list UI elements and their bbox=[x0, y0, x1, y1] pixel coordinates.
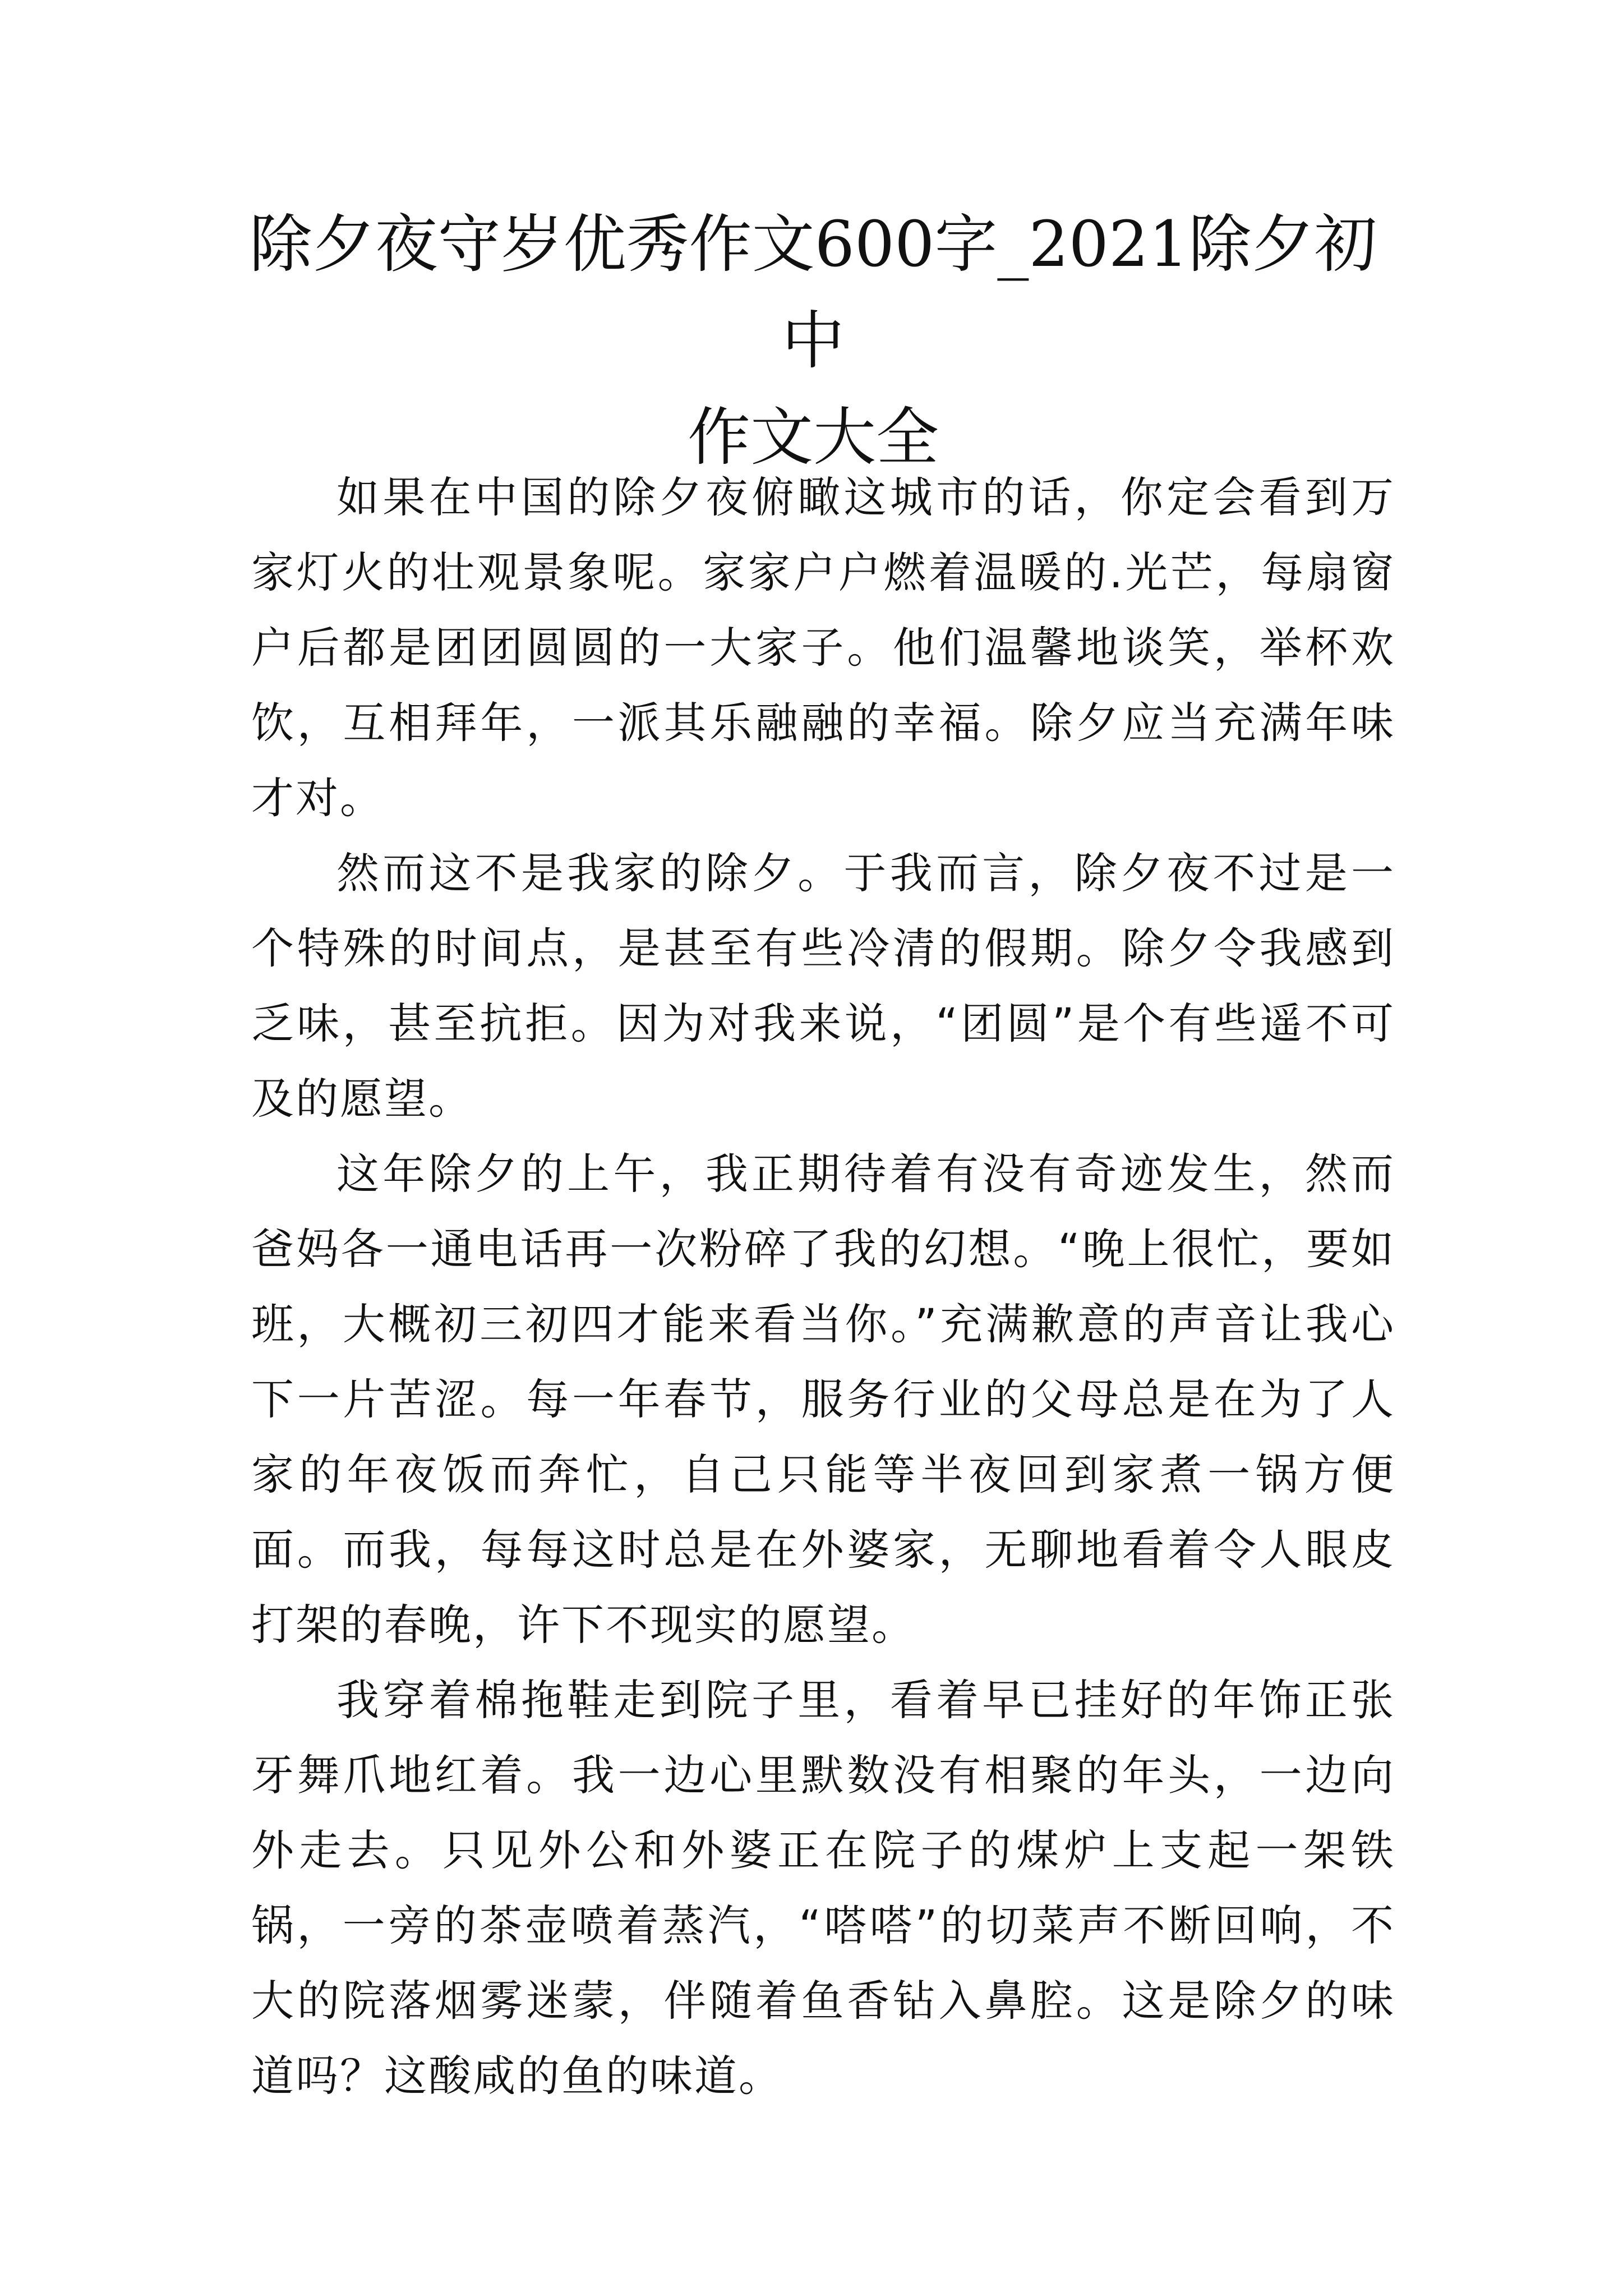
document-title bbox=[236, 196, 1391, 486]
essay-body bbox=[251, 460, 1395, 2114]
title-line-1: 除夕夜守岁优秀作文600字_2021除夕初中 bbox=[249, 208, 1377, 378]
paragraph-1: 如果在中国的除夕夜俯瞰这城市的话，你定会看到万家灯火的壮观景象呢。家家户户燃着温暖的.光芒，每扇窗户后都是团团圆圆的一大家子。他们温馨地谈笑，举杯欢饮，互相拜年，一派其乐融融的幸福。除夕应当充满年味才对。 bbox=[251, 472, 1395, 823]
title-line-2: 作文大全 bbox=[688, 401, 939, 474]
paragraph-2: 然而这不是我家的除夕。于我而言，除夕夜不过是一个特殊的时间点，是甚至有些冷清的假期。除夕令我感到乏味，甚至抗拒。因为对我来说，“团圆”是个有些遥不可及的愿望。 bbox=[251, 848, 1395, 1124]
paragraph-4: 我穿着棉拖鞋走到院子里，看着早已挂好的年饰正张牙舞爪地红着。我一边心里默数没有相聚的年头，一边向外走去。只见外公和外婆正在院子的煤炉上支起一架铁锅，一旁的茶壶喷着蒸汽，“嗒嗒”的切菜声不断回响，不大的院落烟雾迷蒙，伴随着鱼香钻入鼻腔。这是除夕的味道吗？这酸咸的鱼的味道。 bbox=[251, 1675, 1395, 2101]
paragraph-3: 这年除夕的上午，我正期待着有没有奇迹发生，然而爸妈各一通电话再一次粉碎了我的幻想。“晚上很忙，要如班，大概初三初四才能来看当你。”充满歉意的声音让我心下一片苦涩。每一年春节，服务行业的父母总是在为了人家的年夜饭而奔忙，自己只能等半夜回到家煮一锅方便面。而我，每每这时总是在外婆家，无聊地看着令人眼皮打架的春晚，许下不现实的愿望。 bbox=[251, 1149, 1395, 1650]
